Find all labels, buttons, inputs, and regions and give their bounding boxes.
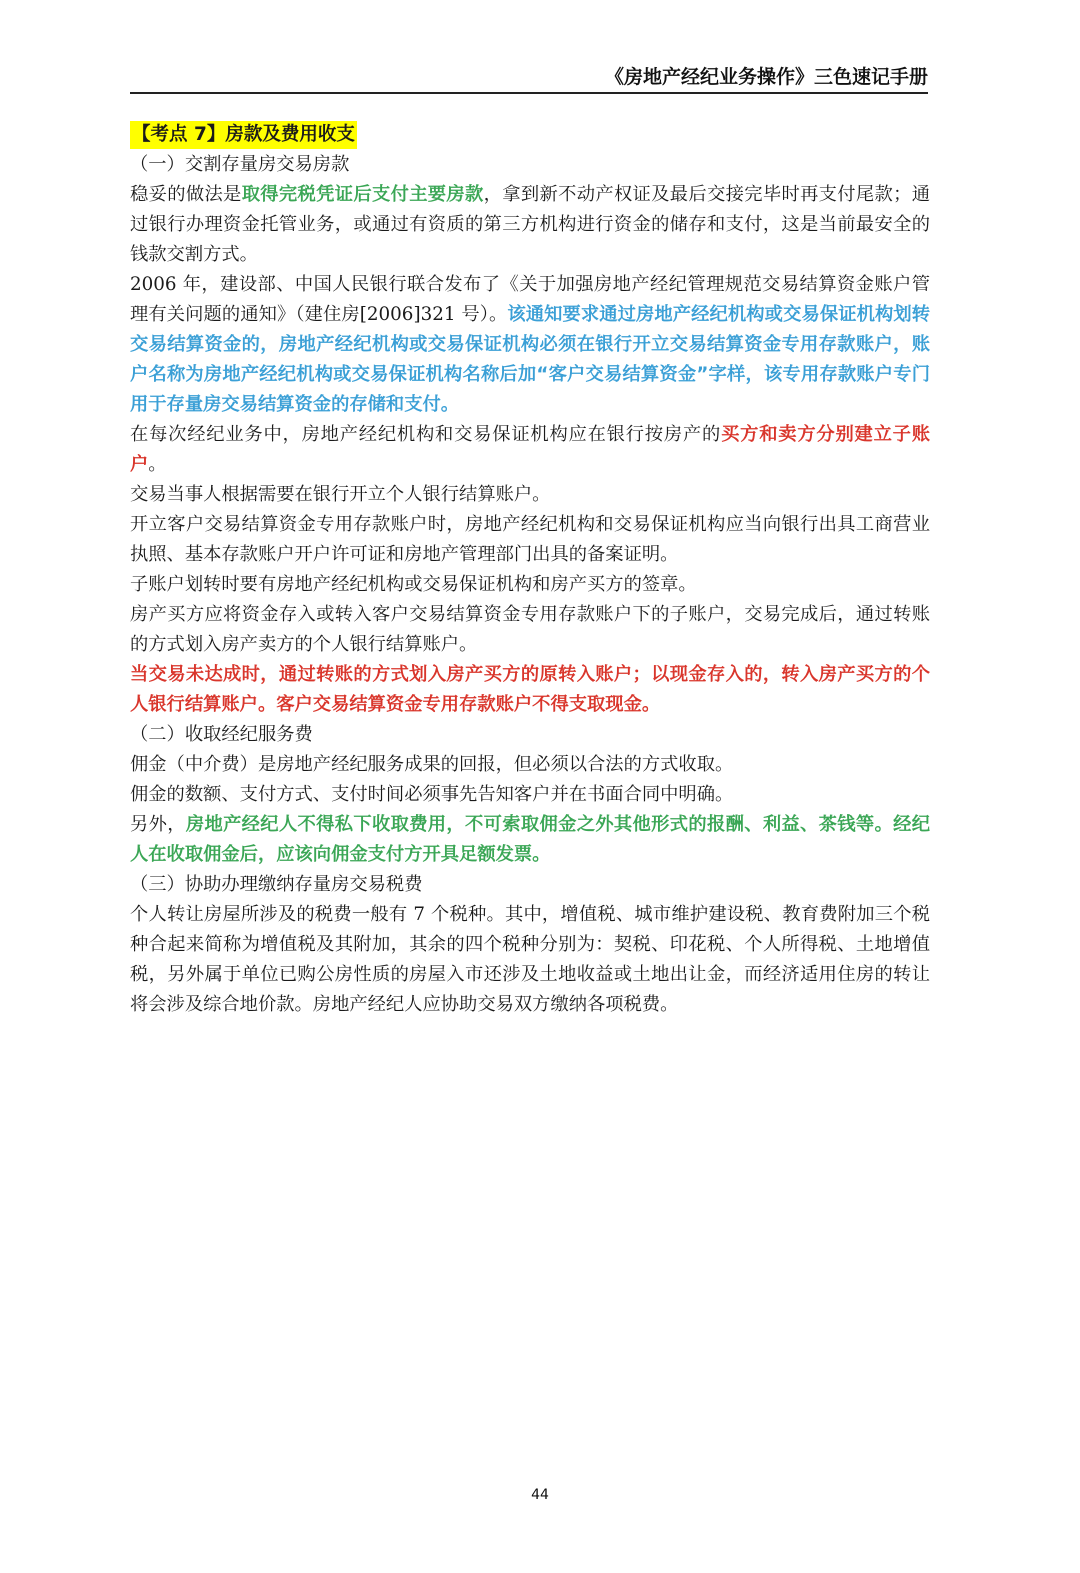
paragraph: 佣金的数额、支付方式、支付时间必须事先告知客户并在书面合同中明确。 bbox=[130, 784, 734, 805]
text: 另外， bbox=[130, 814, 186, 835]
paragraph bbox=[130, 810, 930, 870]
text: 2006 年，建设部、中国人民银行联合发布了《关于加强房地产经纪管理规范交易结算资金账户管理有关问题的通知》（建住房[2006]321 号）。 bbox=[130, 274, 930, 325]
paragraph: 个人转让房屋所涉及的税费一般有 7 个税种。其中，增值税、城市维护建设税、教育费附加三个税种合起来简称为增值税及其附加，其余的四个税种分别为：契税、印花税、个人所得税、土地增值税，另外属于单位已购公房性质的房屋入市还涉及土地收益或土地出让金，而经济适用住房的转让将会涉及综合地价款。房地产经纪人应协助交易双方缴纳各项税费。 bbox=[130, 904, 930, 1015]
paragraph bbox=[130, 270, 930, 420]
part2-heading: （二）收取经纪服务费 bbox=[130, 724, 313, 745]
header-title: 《房地产经纪业务操作》三色速记手册 bbox=[604, 66, 928, 88]
paragraph bbox=[130, 420, 930, 480]
text: 稳妥的做法是 bbox=[130, 184, 242, 205]
green-highlight-text: 房地产经纪人不得私下收取费用，不可索取佣金之外其他形式的报酬、利益、茶钱等。经纪人在收取佣金后，应该向佣金支付方开具足额发票。 bbox=[130, 814, 931, 865]
red-highlight-paragraph: 当交易未达成时，通过转账的方式划入房产买方的原转入账户；以现金存入的，转入房产买方的个人银行结算账户。客户交易结算资金专用存款账户不得支取现金。 bbox=[130, 664, 930, 715]
red-highlight-text: 买方和卖方分别建立子账户 bbox=[130, 424, 931, 475]
green-highlight-text: 取得完税凭证后支付主要房款 bbox=[241, 184, 484, 205]
part3-heading: （三）协助办理缴纳存量房交易税费 bbox=[130, 874, 423, 895]
paragraph bbox=[130, 180, 930, 270]
document-body bbox=[130, 120, 930, 1020]
blue-highlight-text: 该通知要求通过房地产经纪机构或交易保证机构划转交易结算资金的，房地产经纪机构或交易保证机构必须在银行开立交易结算资金专用存款账户，账户名称为房地产经纪机构或交易保证机构名称后加“客户交易结算资金”字样，该专用存款账户专门用于存量房交易结算资金的存储和支付。 bbox=[130, 304, 931, 415]
paragraph: 交易当事人根据需要在银行开立个人银行结算账户。 bbox=[130, 484, 551, 505]
paragraph: 子账户划转时要有房地产经纪机构或交易保证机构和房产买方的签章。 bbox=[130, 574, 697, 595]
paragraph: 房产买方应将资金存入或转入客户交易结算资金专用存款账户下的子账户，交易完成后，通过转账的方式划入房产卖方的个人银行结算账户。 bbox=[130, 604, 930, 655]
section-title: 【考点 7】房款及费用收支 bbox=[130, 121, 357, 149]
paragraph: 开立客户交易结算资金专用存款账户时，房地产经纪机构和交易保证机构应当向银行出具工商营业执照、基本存款账户开户许可证和房地产管理部门出具的备案证明。 bbox=[130, 514, 930, 565]
page-header bbox=[130, 62, 928, 94]
page-number: 44 bbox=[531, 1487, 549, 1503]
text: 。 bbox=[148, 454, 167, 475]
text: ，拿到新不动产权证及最后交接完毕时再支付尾款；通过银行办理资金托管业务，或通过有资质的第三方机构进行资金的储存和支付，这是当前最安全的钱款交割方式。 bbox=[130, 184, 931, 265]
paragraph: 佣金（中介费）是房地产经纪服务成果的回报，但必须以合法的方式收取。 bbox=[130, 754, 734, 775]
part1-heading: （一）交割存量房交易房款 bbox=[130, 154, 350, 175]
text: 在每次经纪业务中，房地产经纪机构和交易保证机构应在银行按房产的 bbox=[130, 424, 722, 445]
